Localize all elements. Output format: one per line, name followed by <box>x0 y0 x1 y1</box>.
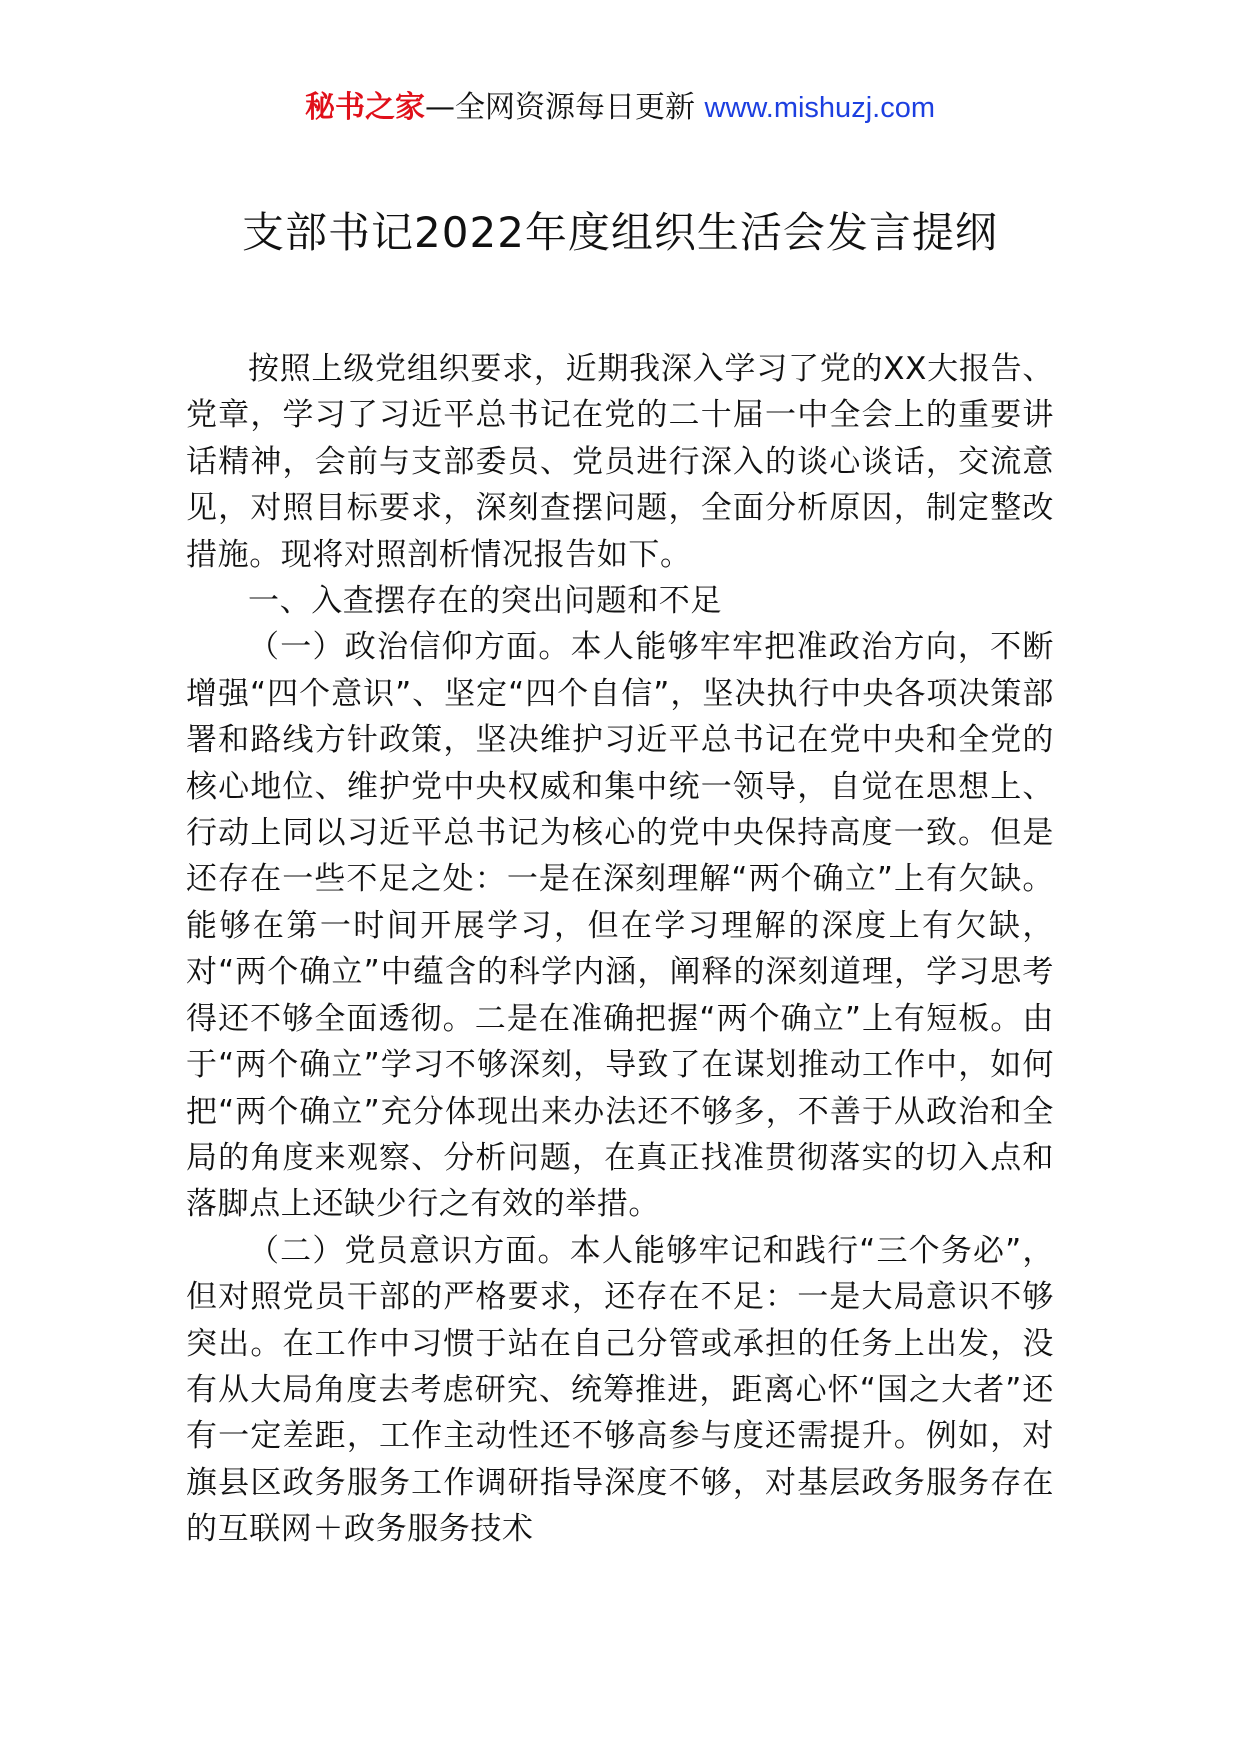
header-slogan: —全网资源每日更新 <box>425 90 695 125</box>
brand-name: 秘书之家 <box>305 90 425 125</box>
political-belief-paragraph: （一）政治信仰方面。本人能够牢牢把准政治方向，不断增强“四个意识”、坚定“四个自信”，坚决执行中央各项决策部署和路线方针政策，坚决维护习近平总书记在党中央和全党的核心地位、维护党中央权威和集中统一领导，自觉在思想上、行动上同以习近平总书记为核心的党中央保持高度一致。但是还存在一些不足之处：一是在深刻理解“两个确立”上有欠缺。能够在第一时间开展学习，但在学习理解的深度上有欠缺，对“两个确立”中蕴含的科学内涵，阐释的深刻道理，学习思考得还不够全面透彻。二是在准确把握“两个确立”上有短板。由于“两个确立”学习不够深刻，导致了在谋划推动工作中，如何把“两个确立”充分体现出来办法还不够多，不善于从政治和全局的角度来观察、分析问题，在真正找准贯彻落实的切入点和落脚点上还缺少行之有效的举措。 <box>186 629 1054 1223</box>
site-header <box>0 88 1240 128</box>
document-title: 支部书记2022年度组织生活会发言提纲 <box>242 208 998 257</box>
site-url-link[interactable]: www.mishuzj.com <box>704 92 935 124</box>
document-body <box>186 346 1054 1553</box>
intro-paragraph: 按照上级党组织要求，近期我深入学习了党的XX大报告、党章，学习了习近平总书记在党的二十届一中全会上的重要讲话精神，会前与支部委员、党员进行深入的谈心谈话，交流意见，对照目标要求，深刻查摆问题，全面分析原因，制定整改措施。现将对照剖析情况报告如下。 <box>186 351 1054 573</box>
party-awareness-paragraph: （二）党员意识方面。本人能够牢记和践行“三个务必”，但对照党员干部的严格要求，还存在不足：一是大局意识不够突出。在工作中习惯于站在自己分管或承担的任务上出发，没有从大局角度去考虑研究、统筹推进，距离心怀“国之大者”还有一定差距，工作主动性还不够高参与度还需提升。例如，对旗县区政务服务工作调研指导深度不够，对基层政务服务存在的互联网＋政务服务技术 <box>186 1232 1054 1548</box>
section-heading: 一、入查摆存在的突出问题和不足 <box>248 583 722 620</box>
